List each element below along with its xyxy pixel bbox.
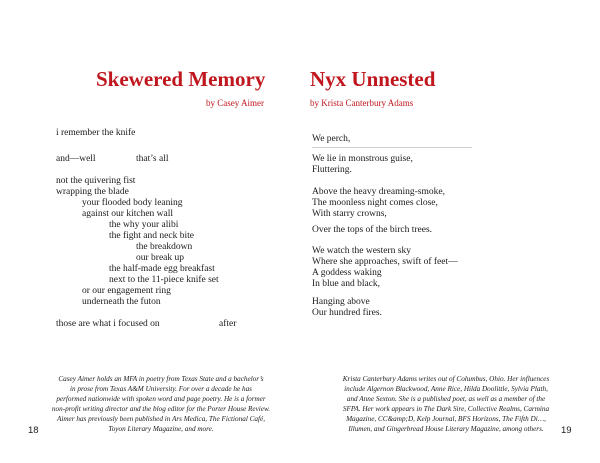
- poem-line: Fluttering.: [312, 165, 352, 175]
- page-number: 18: [28, 425, 39, 436]
- bio-line: Illumen, and Gingerbread House Literary Magazine, among others.: [348, 425, 544, 433]
- poem-line: underneath the futon: [82, 297, 161, 307]
- bio-line: in prose from Texas A&M University. For over a decade he has: [70, 385, 252, 393]
- poem-title: Nyx Unnested: [310, 67, 436, 91]
- bio-line: Aimer has previously been published in Ars Medica, The Fictional Café,: [56, 415, 265, 423]
- bio-line: performed nationwide with spoken word and page poetry. He is a former: [56, 395, 266, 403]
- poem-line: The moonless night comes close,: [312, 198, 438, 208]
- poem-line: wrapping the blade: [56, 187, 129, 197]
- poem-line: those are what i focused on: [56, 319, 160, 329]
- poem-line: the breakdown: [136, 242, 193, 252]
- poem-line: not the quivering fist: [56, 176, 136, 186]
- poem-line: or our engagement ring: [82, 286, 171, 296]
- bio-line: Toyon Literary Magazine, and more.: [108, 425, 214, 433]
- poem-line: the why your alibi: [109, 220, 179, 230]
- page-number: 19: [561, 425, 572, 436]
- poem-line: your flooded body leaning: [82, 198, 183, 208]
- poem-line: Our hundred fires.: [312, 308, 382, 318]
- poem-line: after: [219, 319, 237, 329]
- poem-byline: by Krista Canterbury Adams: [310, 98, 414, 108]
- poem-line: In blue and black,: [312, 279, 381, 289]
- bio-line: Casey Aimer holds an MFA in poetry from Texas State and a bachelor’s: [58, 375, 264, 383]
- poem-line: that’s all: [136, 154, 169, 164]
- poem-line: Over the tops of the birch trees.: [312, 225, 433, 235]
- poem-line: We perch,: [312, 134, 351, 144]
- bio-line: Magazine, CC&amp;D, Kelp Journal, BFS Horizons, The Fifth Di…,: [346, 415, 546, 423]
- poem-title: Skewered Memory: [96, 67, 266, 91]
- bio-line: and Anne Sexton. She is a published poet, as well as a member of the: [346, 395, 546, 403]
- poem-line: i remember the knife: [56, 128, 136, 138]
- divider: [312, 147, 472, 148]
- poem-line: We lie in monstrous guise,: [312, 154, 413, 164]
- poem-line: Hanging above: [312, 297, 370, 307]
- bio-line: SFPA. Her work appears in The Dark Sire, Collective Realms, Carmina: [342, 405, 550, 413]
- poem-byline: by Casey Aimer: [206, 98, 264, 108]
- poem-line: our break up: [136, 253, 185, 263]
- poem-line: Above the heavy dreaming-smoke,: [312, 187, 445, 197]
- poem-line: against our kitchen wall: [82, 209, 174, 219]
- bio-line: non-profit writing director and the blog editor for the Porter House Review.: [51, 405, 271, 413]
- poem-line: Where she approaches, swift of feet—: [312, 257, 458, 267]
- poem-line: We watch the western sky: [312, 246, 411, 256]
- poem-line: the half-made egg breakfast: [109, 264, 215, 274]
- poem-line: A goddess waking: [312, 268, 382, 278]
- poem-line: the fight and neck bite: [109, 231, 194, 241]
- right-page: [300, 0, 600, 463]
- poem-line: next to the 11-piece knife set: [109, 275, 219, 285]
- poem-line: and—well: [56, 154, 96, 164]
- bio-line: include Algernon Blackwood, Anne Rice, Hilda Doolittle, Sylvia Plath,: [344, 385, 548, 393]
- poem-line: With starry crowns,: [312, 209, 387, 219]
- bio-line: Krista Canterbury Adams writes out of Columbus, Ohio. Her influences: [342, 375, 550, 383]
